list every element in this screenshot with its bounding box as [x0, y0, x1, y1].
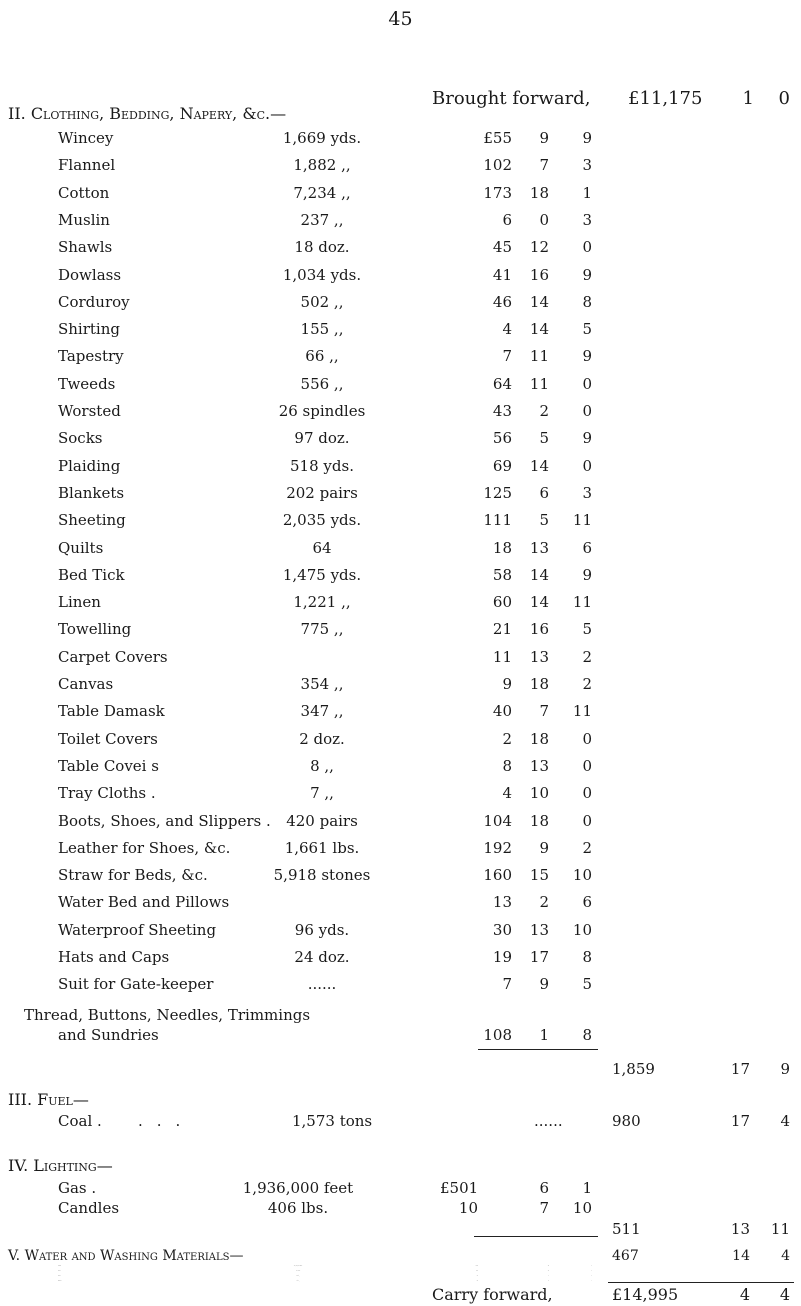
- item-pence: 0: [582, 729, 592, 748]
- ledger-row: [0, 1198, 801, 1218]
- fuel-total-pence: 4: [780, 1112, 790, 1130]
- item-name: Soda: [58, 1276, 61, 1277]
- item-shillings: 9: [539, 838, 549, 857]
- sundries-pounds: 108: [483, 1026, 512, 1044]
- item-shillings: 16: [547, 1266, 549, 1267]
- item-pence: 8: [582, 292, 592, 311]
- item-pence: 9: [582, 429, 592, 448]
- item-name: Tray Cloths .: [58, 784, 156, 803]
- item-quantity: 66 ,,: [305, 347, 339, 366]
- item-shillings: 6: [548, 1281, 549, 1282]
- item-pence: 10: [572, 920, 592, 939]
- item-quantity: 26 spindles: [278, 402, 366, 420]
- item-quantity: 179 cwt.: [295, 1271, 301, 1272]
- item-name: Toilet Covers: [58, 729, 158, 748]
- item-pence: 3: [582, 156, 592, 175]
- item-shillings: 18: [529, 675, 549, 693]
- item-shillings: 13: [529, 756, 549, 775]
- item-pounds: 7: [502, 975, 512, 994]
- item-pounds: £183: [475, 1266, 478, 1267]
- brought-forward-pence: 0: [778, 88, 790, 109]
- ledger-row: [0, 756, 801, 776]
- item-name: Soap: [58, 1271, 61, 1272]
- item-pence: 0: [582, 756, 592, 775]
- ledger-row: [0, 729, 801, 749]
- clothing-total-shillings: 17: [730, 1060, 750, 1078]
- item-name: Straw for Beds, &c.: [58, 866, 208, 885]
- item-name: Cotton: [58, 183, 110, 202]
- item-name: Table Damask: [58, 702, 165, 721]
- item-quantity: 5,918 stones: [273, 866, 371, 885]
- item-quantity: 137¼ ,,: [296, 1276, 300, 1277]
- item-quantity: 64: [312, 538, 332, 557]
- item-shillings: 14: [529, 565, 549, 584]
- item-pence: 2: [582, 838, 592, 857]
- item-quantity: 354 ,,: [300, 675, 344, 693]
- item-name: Socks: [58, 429, 103, 448]
- item-pounds: 13: [492, 893, 512, 912]
- fuel-total-pounds: 980: [612, 1112, 641, 1130]
- item-quantity: 1,936,000 feet: [242, 1179, 354, 1197]
- ledger-row: [0, 401, 801, 421]
- item-name: Boots, Shoes, and Slippers .: [58, 811, 271, 830]
- item-name: Corduroy: [58, 292, 130, 311]
- item-name: Waterproof Sheeting: [58, 920, 217, 939]
- item-quantity: 8 ,,: [310, 756, 334, 775]
- item-quantity: 556 ,,: [300, 374, 344, 393]
- item-name: Suit for Gate-keeper: [58, 975, 214, 994]
- item-pence: 6: [582, 538, 592, 557]
- ledger-row: [0, 565, 801, 585]
- item-quantity: 1,661 lbs.: [284, 838, 360, 857]
- ledger-row: [0, 292, 801, 312]
- item-pence: 8: [582, 948, 592, 966]
- item-shillings: 12: [529, 238, 549, 257]
- item-quantity: 10¼ ,,: [296, 1281, 300, 1282]
- item-pence: 0: [582, 784, 592, 803]
- fuel-item: Coal .: [58, 1112, 102, 1130]
- clothing-subtotal-rule: [478, 1049, 598, 1050]
- water-total-shillings: 14: [732, 1248, 750, 1264]
- brought-forward-pounds: £11,175: [628, 88, 703, 109]
- item-name: Wincey: [58, 129, 114, 147]
- item-name: Quilts: [58, 538, 104, 557]
- item-pounds: 58: [492, 565, 512, 584]
- item-name: Table Covei s: [58, 756, 159, 775]
- item-quantity: 775 ,,: [300, 620, 344, 639]
- ledger-row: [0, 319, 801, 339]
- item-pounds: 60: [492, 593, 512, 612]
- ledger-row: [0, 183, 801, 203]
- item-quantity: 96 yds.: [294, 920, 350, 939]
- item-pence: 5: [582, 320, 592, 339]
- item-pounds: £501: [440, 1179, 479, 1197]
- item-quantity: 155 ,,: [300, 320, 344, 339]
- item-pounds: 10: [458, 1199, 478, 1217]
- item-quantity: 97 doz.: [294, 429, 350, 448]
- item-name: Water Bed and Pillows: [58, 893, 230, 912]
- item-pence: 0: [582, 456, 592, 475]
- item-pence: 3: [582, 210, 592, 229]
- item-name: Bed Tick: [58, 565, 125, 584]
- fuel-dots: ......: [534, 1112, 563, 1130]
- item-pence: 10: [572, 1199, 592, 1217]
- item-pounds: 69: [492, 456, 512, 475]
- carry-forward-rule: [608, 1282, 794, 1283]
- item-shillings: 14: [529, 292, 549, 311]
- ledger-row: [0, 701, 801, 721]
- item-pence: 9: [582, 129, 592, 147]
- item-quantity: 347 ,,: [300, 702, 344, 721]
- item-quantity: 1,475 yds.: [282, 565, 362, 584]
- item-pounds: 221: [476, 1271, 478, 1272]
- item-name: Sheeting: [58, 511, 126, 530]
- ledger-row: [0, 210, 801, 230]
- clothing-total-pence: 9: [780, 1060, 790, 1078]
- ledger-row: [0, 647, 801, 667]
- item-pounds: 40: [492, 702, 512, 721]
- item-name: Gas .: [58, 1179, 97, 1197]
- section-clothing-title: II. Clothing, Bedding, Napery, &c.—: [8, 104, 287, 123]
- item-shillings: 6: [539, 1179, 549, 1197]
- ledger-row: [0, 428, 801, 448]
- lighting-total-pounds: 511: [612, 1220, 641, 1238]
- item-pounds: 7: [502, 347, 512, 366]
- item-name: Shawls: [58, 238, 113, 257]
- item-name: Dowlass: [58, 265, 122, 284]
- section-lighting-title: IV. Lighting—: [8, 1156, 113, 1175]
- item-name: Canvas: [58, 675, 114, 693]
- section-water-title: V. Water and Washing Materials—: [8, 1248, 244, 1264]
- item-pence: 5: [582, 975, 592, 994]
- item-quantity: ......: [307, 975, 337, 994]
- item-shillings: 7: [539, 1199, 549, 1217]
- item-shillings: 7: [539, 156, 549, 175]
- item-pence: 3: [591, 1266, 592, 1267]
- ledger-row: [0, 265, 801, 285]
- item-pence: 6: [582, 893, 592, 912]
- page-number: 45: [388, 8, 413, 30]
- item-pounds: 125: [483, 483, 512, 502]
- item-name: Flannel: [58, 156, 116, 175]
- ledger-row: [0, 456, 801, 476]
- item-shillings: 14: [529, 320, 549, 339]
- lighting-total-pence: 11: [770, 1220, 790, 1238]
- item-shillings: 2: [539, 402, 549, 420]
- item-quantity: 406 lbs.: [267, 1199, 329, 1217]
- item-pounds: 56: [492, 429, 512, 448]
- carry-forward-label: Carry forward,: [432, 1285, 553, 1304]
- item-shillings: 13: [529, 920, 549, 939]
- item-quantity: 1,034 yds.: [282, 265, 362, 284]
- item-shillings: 2: [539, 893, 549, 912]
- ledger-row: [0, 619, 801, 639]
- item-quantity: 12,108,000 gals.: [293, 1266, 303, 1267]
- item-quantity: 518 yds.: [290, 456, 354, 475]
- item-quantity: 202 pairs: [286, 483, 358, 502]
- item-name: Muslin: [58, 210, 110, 229]
- sundries-line2: and Sundries: [58, 1026, 159, 1044]
- item-pence: 0: [582, 402, 592, 420]
- item-pence: 2: [582, 647, 592, 666]
- item-quantity: 7,234 ,,: [293, 183, 351, 202]
- sundries-pence: 8: [582, 1026, 592, 1044]
- item-pence: 1: [582, 183, 592, 202]
- item-quantity: 1,221 ,,: [293, 593, 351, 612]
- item-pence: 0: [591, 1271, 592, 1272]
- ledger-row: [0, 811, 801, 831]
- item-name: Hats and Caps: [58, 948, 170, 966]
- item-pence: 2: [582, 675, 592, 693]
- item-name: Plaiding: [58, 456, 121, 475]
- item-shillings: 18: [529, 811, 549, 830]
- ledger-row: [0, 892, 801, 912]
- water-total-pence: 4: [781, 1248, 790, 1264]
- ledger-row: [0, 510, 801, 530]
- item-quantity: 420 pairs: [286, 811, 358, 830]
- carry-forward-shillings: 4: [739, 1285, 750, 1304]
- lighting-total-shillings: 13: [730, 1220, 750, 1238]
- item-pounds: 8: [502, 756, 512, 775]
- item-name: Carpet Covers: [58, 647, 168, 666]
- item-pence: 9: [582, 565, 592, 584]
- item-shillings: 0: [548, 1276, 549, 1277]
- item-pence: 11: [572, 593, 592, 612]
- lighting-subtotal-rule: [474, 1236, 598, 1237]
- sundries-shillings: 1: [539, 1026, 549, 1044]
- item-pence: 1: [582, 1179, 592, 1197]
- ledger-row: [0, 865, 801, 885]
- item-pounds: 173: [483, 183, 512, 202]
- item-shillings: 13: [529, 647, 549, 666]
- sundries-line1: Thread, Buttons, Needles, Trimmings: [24, 1006, 311, 1024]
- clothing-total-pounds: 1,859: [612, 1060, 655, 1078]
- item-quantity: 1,669 yds.: [282, 129, 362, 147]
- item-pence: 11: [572, 511, 592, 530]
- item-shillings: 5: [539, 429, 549, 448]
- ledger-row: [0, 974, 801, 994]
- item-pounds: 30: [492, 920, 512, 939]
- item-name: Water: [58, 1266, 62, 1267]
- ledger-row: [0, 1178, 801, 1198]
- item-name: Starch: [58, 1281, 62, 1282]
- item-pounds: 2: [502, 729, 512, 748]
- ledger-row: [0, 920, 801, 940]
- item-pounds: 19: [492, 948, 512, 966]
- brought-forward-label: Brought forward,: [432, 88, 591, 109]
- item-pounds: 9: [502, 675, 512, 693]
- item-shillings: 14: [529, 593, 549, 612]
- carry-forward-pounds: £14,995: [612, 1285, 679, 1304]
- item-pounds: 6: [502, 210, 512, 229]
- item-quantity: 7 ,,: [310, 784, 334, 803]
- water-total-pounds: 467: [612, 1248, 639, 1264]
- item-pounds: 64: [492, 374, 512, 393]
- item-name: Blankets: [58, 483, 125, 502]
- item-pence: 0: [582, 811, 592, 830]
- item-quantity: 502 ,,: [300, 292, 344, 311]
- item-pounds: 104: [483, 811, 512, 830]
- item-shillings: 11: [529, 374, 549, 393]
- item-name: Tweeds: [58, 374, 116, 393]
- item-pounds: 21: [492, 620, 512, 639]
- item-quantity: 24 doz.: [294, 948, 350, 966]
- item-pounds: 18: [492, 538, 512, 557]
- item-pence: 5: [582, 620, 592, 639]
- ledger-row: [0, 783, 801, 803]
- item-pounds: £55: [483, 129, 512, 147]
- item-shillings: 6: [539, 483, 549, 502]
- fuel-qty: 1,573 tons: [292, 1112, 373, 1130]
- ledger-row: [0, 538, 801, 558]
- item-shillings: 17: [529, 948, 549, 966]
- item-pence: 11: [572, 702, 592, 721]
- ledger-row: [0, 374, 801, 394]
- ledger-row: [0, 838, 801, 858]
- item-pence: 0: [591, 1276, 592, 1277]
- item-shillings: 12: [547, 1271, 549, 1272]
- item-quantity: 2,035 yds.: [282, 511, 362, 530]
- item-shillings: 18: [529, 183, 549, 202]
- item-pence: 1: [591, 1281, 592, 1282]
- item-name: Tapestry: [58, 347, 124, 366]
- item-quantity: 237 ,,: [300, 210, 344, 229]
- item-shillings: 18: [529, 729, 549, 748]
- ledger-row: [0, 483, 801, 503]
- item-shillings: 10: [529, 784, 549, 803]
- ledger-row: [0, 128, 801, 148]
- item-shillings: 5: [539, 511, 549, 530]
- item-pounds: 41: [492, 265, 512, 284]
- item-pounds: 4: [502, 784, 512, 803]
- item-shillings: 14: [529, 456, 549, 475]
- item-pence: 9: [582, 347, 592, 366]
- fuel-leader-dots: ...: [138, 1112, 195, 1130]
- item-name: Worsted: [58, 402, 121, 420]
- item-quantity: 2 doz.: [299, 729, 345, 748]
- item-shillings: 13: [529, 538, 549, 557]
- item-shillings: 16: [529, 265, 549, 284]
- section-fuel-title: III. Fuel—: [8, 1090, 89, 1109]
- ledger-row: [0, 592, 801, 612]
- item-pounds: 111: [483, 511, 512, 530]
- item-quantity: 18 doz.: [294, 238, 350, 257]
- item-shillings: 15: [529, 866, 549, 885]
- item-pounds: 4: [502, 320, 512, 339]
- item-pounds: 46: [492, 292, 512, 311]
- item-pence: 9: [582, 265, 592, 284]
- item-shillings: 0: [539, 210, 549, 229]
- carry-forward-pence: 4: [779, 1285, 790, 1304]
- item-pounds: 45: [492, 238, 512, 257]
- item-name: Candles: [58, 1199, 120, 1217]
- item-shillings: 11: [529, 347, 549, 366]
- item-pounds: 160: [483, 866, 512, 885]
- item-pounds: 39: [476, 1276, 478, 1277]
- item-shillings: 7: [539, 702, 549, 721]
- item-name: Towelling: [58, 620, 132, 639]
- item-pence: 0: [582, 374, 592, 393]
- ledger-row: [0, 674, 801, 694]
- ledger-row: [0, 947, 801, 967]
- item-name: Leather for Shoes, &c.: [58, 838, 231, 857]
- item-pence: 0: [582, 238, 592, 257]
- item-name: Linen: [58, 593, 101, 612]
- ledger-row: [0, 346, 801, 366]
- item-shillings: 16: [529, 620, 549, 639]
- item-pounds: 23: [476, 1281, 478, 1282]
- item-pounds: 11: [492, 647, 512, 666]
- item-pounds: 102: [483, 156, 512, 175]
- item-pounds: 43: [492, 402, 512, 420]
- brought-forward-shillings: 1: [742, 88, 754, 109]
- item-pence: 10: [572, 866, 592, 885]
- ledger-row: [0, 155, 801, 175]
- item-pence: 3: [582, 483, 592, 502]
- item-pounds: 192: [483, 838, 512, 857]
- fuel-total-shillings: 17: [730, 1112, 750, 1130]
- item-shillings: 9: [539, 129, 549, 147]
- item-name: Shirting: [58, 320, 120, 339]
- item-quantity: 1,882 ,,: [293, 156, 351, 175]
- item-shillings: 9: [539, 975, 549, 994]
- ledger-row: [0, 237, 801, 257]
